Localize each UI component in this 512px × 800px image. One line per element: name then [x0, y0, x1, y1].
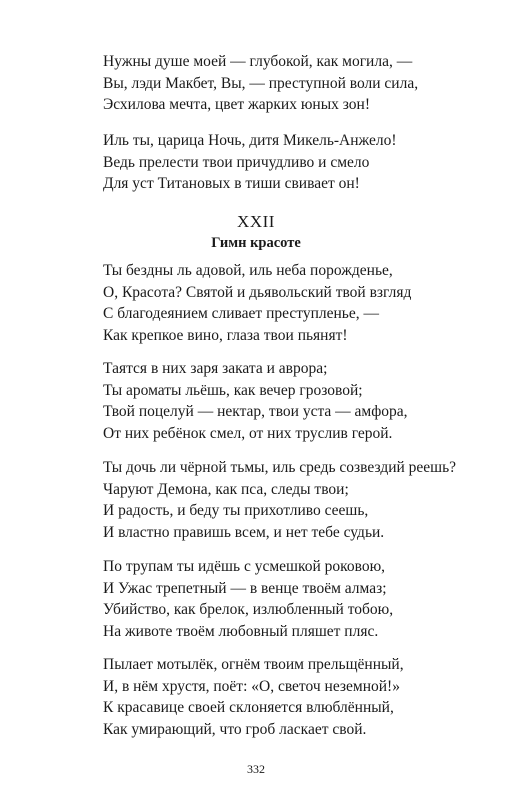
verse-line: Пылает мотылёк, огнём твоим прельщённый,: [103, 656, 404, 673]
verse-line: Ты бездны ль адовой, иль неба порожденье,: [103, 262, 393, 279]
verse-line: И Ужас трепетный — в венце твоём алмаз;: [103, 579, 387, 597]
verse-line: По трупам ты идёшь с усмешкой роковою,: [103, 558, 386, 575]
verse-line: Чаруют Демона, как пса, следы твои;: [103, 480, 349, 498]
page-number: 332: [247, 762, 265, 776]
verse-line: От них ребёнок смел, от них труслив герой.: [103, 425, 393, 443]
verse-line: Как крепкое вино, глаза твои пьянят!: [103, 327, 348, 345]
verse-line: Нужны душе моей — глубокой, как могила, —: [103, 53, 413, 70]
poem-stanza: [103, 654, 503, 741]
poem-number: XXII: [237, 212, 275, 231]
poem-title: Гимн красоте: [211, 235, 301, 251]
verse-line: О, Красота? Святой и дьявольский твой взгляд: [103, 283, 412, 301]
verse-line: Иль ты, царица Ночь, дитя Микель-Анжело!: [103, 132, 397, 149]
poem-stanza: [103, 358, 503, 445]
verse-line: Ведь прелести твои причудливо и смело: [103, 153, 370, 171]
verse-line: Убийство, как брелок, излюбленный тобою,: [103, 601, 394, 619]
verse-line: И, в нём хрустя, поёт: «О, светоч неземной!»: [103, 677, 400, 695]
verse-line: С благодеянием сливает преступленье, —: [103, 305, 379, 323]
verse-line: Твой поцелуй — нектар, твои уста — амфора,: [103, 403, 408, 421]
verse-line: И радость, и беду ты прихотливо сеешь,: [103, 502, 369, 520]
verse-line: Эсхилова мечта, цвет жарких юных зон!: [103, 96, 370, 114]
poem-stanza: [103, 556, 503, 643]
verse-line: Ты дочь ли чёрной тьмы, иль средь созвездий реешь?: [103, 459, 457, 476]
verse-line: Для уст Титановых в тиши свивает он!: [103, 175, 360, 193]
verse-line: Таятся в них заря заката и аврора;: [103, 360, 328, 377]
prev-poem-stanza: [103, 51, 503, 116]
prev-poem-stanza: [103, 130, 503, 195]
poem-stanza: [103, 260, 503, 347]
verse-line: К красавице своей склоняется влюблённый,: [103, 699, 394, 717]
verse-line: Вы, лэди Макбет, Вы, — преступной воли сила,: [103, 74, 419, 92]
verse-line: На животе твоём любовный пляшет пляс.: [103, 623, 379, 641]
verse-line: Как умирающий, что гроб ласкает свой.: [103, 721, 367, 739]
verse-line: Ты ароматы льёшь, как вечер грозовой;: [103, 381, 363, 399]
poem-stanza: [103, 457, 503, 544]
verse-line: И властно правишь всем, и нет тебе судьи.: [103, 524, 385, 542]
